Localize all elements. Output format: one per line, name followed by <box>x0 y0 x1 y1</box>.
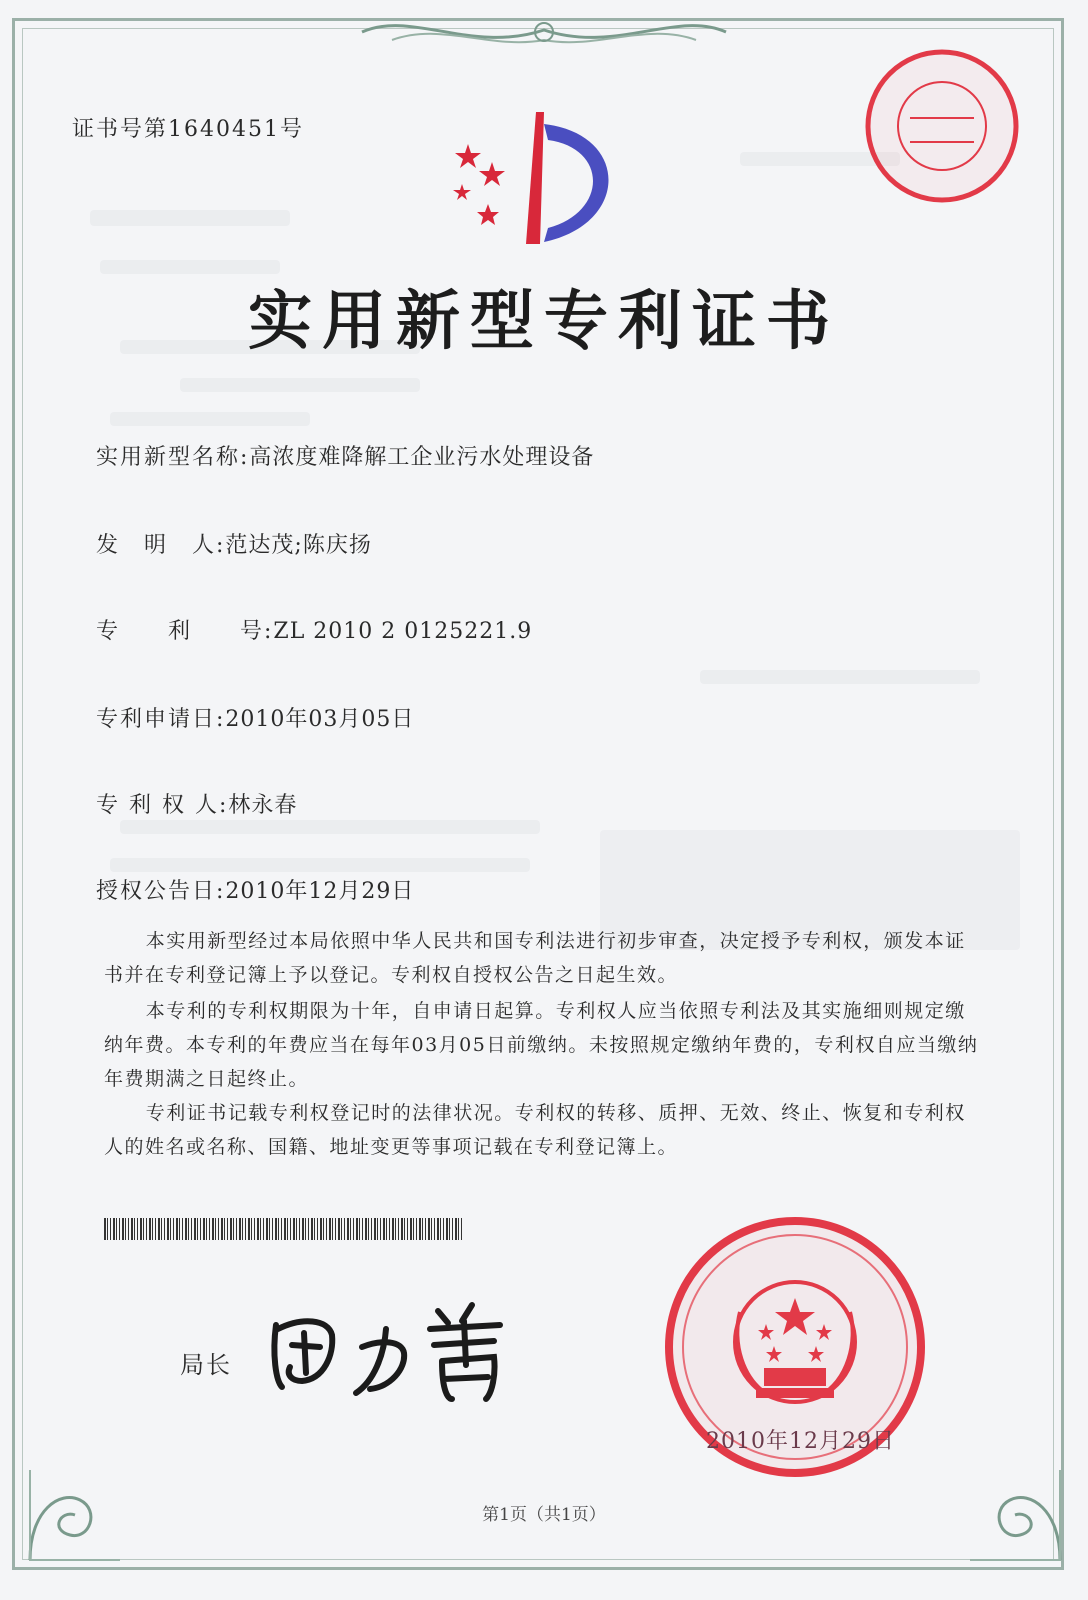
patent-number-label: 专 利 号: <box>96 619 274 644</box>
cnipa-logo <box>440 104 640 254</box>
top-ornament <box>352 10 736 54</box>
director-signature <box>262 1295 532 1405</box>
inventor-row <box>96 528 372 559</box>
announcement-date-label: 授权公告日: <box>96 879 226 904</box>
background-watermark-line <box>120 820 540 834</box>
body-paragraph-2: 本专利的专利权期限为十年，自申请日起算。专利权人应当依照专利法及其实施细则规定缴纳年费。本专利的年费应当在每年03月05日前缴纳。未按照规定缴纳年费的，专利权自应当缴纳年费期满之日起终止。 <box>104 1000 979 1090</box>
filing-date-row <box>96 702 414 733</box>
patentee-value: 林永春 <box>228 793 298 818</box>
announcement-date-row <box>96 874 414 905</box>
background-watermark-line <box>110 412 310 426</box>
body-paragraph-1: 本实用新型经过本局依照中华人民共和国专利法进行初步审查，决定授予专利权，颁发本证书并在专利登记簿上予以登记。专利权自授权公告之日起生效。 <box>104 930 966 986</box>
background-watermark-line <box>700 670 980 684</box>
page-footer: 第1页（共1页） <box>482 1505 606 1525</box>
document-title: 实用新型专利证书 <box>248 284 840 359</box>
background-watermark-line <box>90 210 290 226</box>
utility-model-name-value: 高浓度难降解工企业污水处理设备 <box>249 445 595 470</box>
filing-date-value: 2010年03月05日 <box>225 707 415 732</box>
patentee-row <box>96 788 297 819</box>
inventor-value: 范达茂;陈庆扬 <box>225 533 372 558</box>
patentee-label: 专 利 权 人: <box>96 793 229 818</box>
body-paragraph-3: 专利证书记载专利权登记时的法律状况。专利权的转移、质押、无效、终止、恢复和专利权人的姓名或名称、国籍、地址变更等事项记载在专利登记簿上。 <box>104 1102 966 1158</box>
barcode <box>104 1218 464 1240</box>
patent-number-value: ZL 2010 2 0125221.9 <box>273 619 533 644</box>
seal-date: 2010年12月29日 <box>706 1429 895 1454</box>
background-watermark-line <box>110 858 530 872</box>
announcement-date-value: 2010年12月29日 <box>225 879 415 904</box>
inventor-label: 发 明 人: <box>96 533 226 558</box>
patent-number-row <box>96 614 532 645</box>
director-label: 局长 <box>180 1351 232 1379</box>
utility-model-name-label: 实用新型名称: <box>96 445 250 470</box>
filing-date-label: 专利申请日: <box>96 707 226 732</box>
certificate-number: 证书号第1640451号 <box>72 117 304 142</box>
utility-model-name-row <box>96 440 594 471</box>
background-watermark-line <box>180 378 420 392</box>
stamp-tax-seal <box>862 46 1022 206</box>
